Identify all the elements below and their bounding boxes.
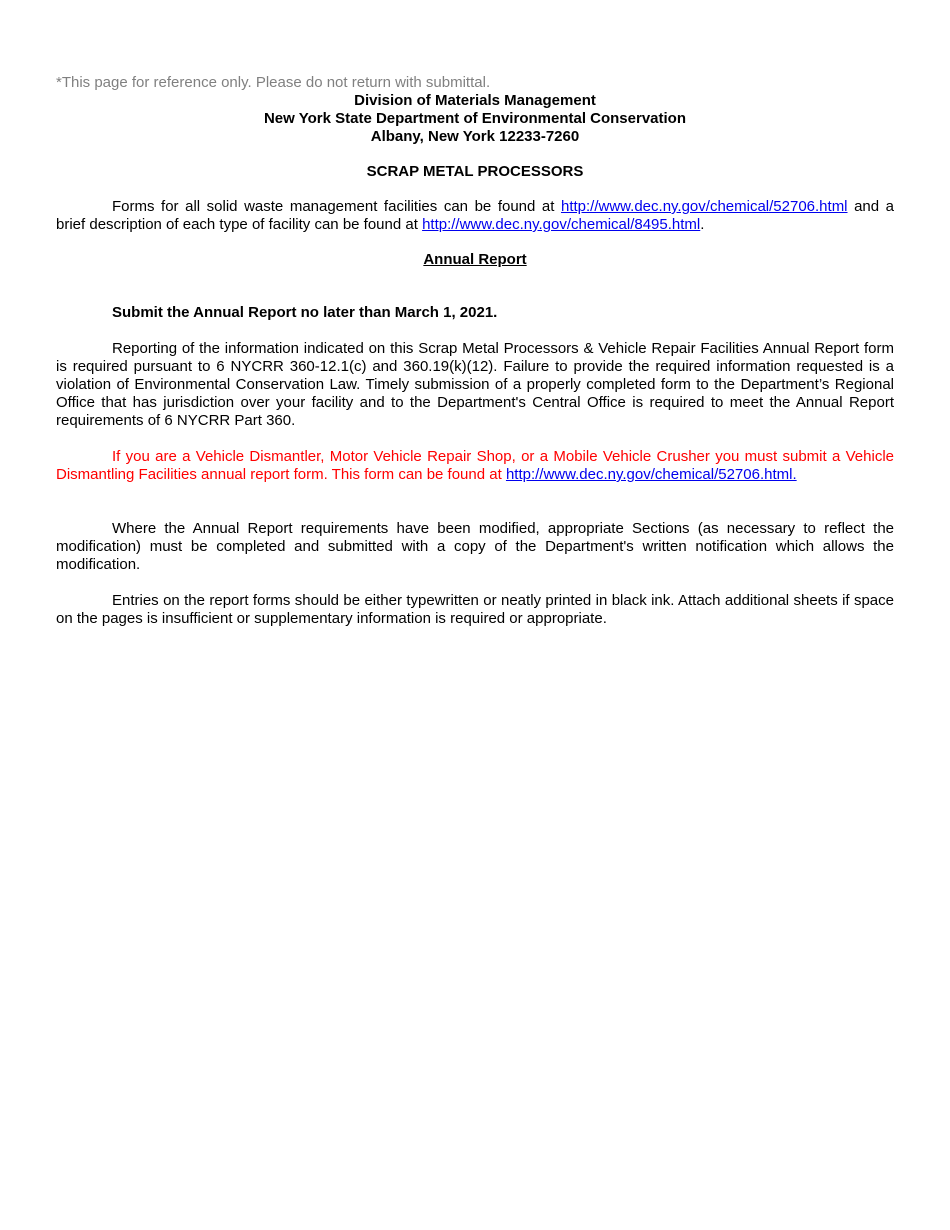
reporting-paragraph: Reporting of the information indicated on this Scrap Metal Processors & Vehicle Repair Facilities Annual Report form is required pursuant to 6 NYCRR 360-12.1(c) and 360.19(k)(12). Failure to provide the required information requested is a violation of Environmental Conservation Law. Timely submission of a properly completed form to the Department’s Regional Office that has jurisdiction over your facility and to the Department's Central Office is required to meet the Annual Report requirements of 6 NYCRR Part 360. [56,340,894,429]
page-title: SCRAP METAL PROCESSORS [366,163,584,180]
modified-requirements-paragraph: Where the Annual Report requirements have been modified, appropriate Sections (as necessary to reflect the modification) must be completed and submitted with a copy of the Department's written notification which allows the modification. [56,520,894,573]
reference-note: *This page for reference only. Please do not return with submittal. [56,74,491,91]
vehicle-dismantler-paragraph [56,448,894,484]
header-address: Albany, New York 12233-7260 [370,128,580,145]
header-division: Division of Materials Management [354,92,596,109]
forms-text-3: . [700,216,705,233]
vehicle-dismantler-text: If you are a Vehicle Dismantler, Motor Vehicle Repair Shop, or a Mobile Vehicle Crusher you must submit a Vehicle Dismantling Facilities annual report form. This form can be found at [56,448,894,483]
forms-text-2: and a brief description of each type of facility can be found at [56,198,894,233]
header-department: New York State Department of Environmental Conservation [263,110,687,127]
forms-paragraph [56,198,894,234]
vehicle-dismantling-form-link[interactable]: http://www.dec.ny.gov/chemical/52706.html. [505,466,797,483]
letterhead [56,92,894,146]
forms-text-1: Forms for all solid waste management facilities can be found at [112,198,561,215]
facility-description-link[interactable]: http://www.dec.ny.gov/chemical/8495.html [422,216,701,233]
document-page [56,74,894,628]
forms-link[interactable]: http://www.dec.ny.gov/chemical/52706.html [560,198,848,215]
entries-paragraph: Entries on the report forms should be either typewritten or neatly printed in black ink. Attach additional sheets if space on the pages is insufficient or supplementary information is required or appropriate. [56,592,894,627]
section-heading-annual-report: Annual Report [423,251,527,268]
submit-deadline: Submit the Annual Report no later than March 1, 2021. [112,304,498,321]
